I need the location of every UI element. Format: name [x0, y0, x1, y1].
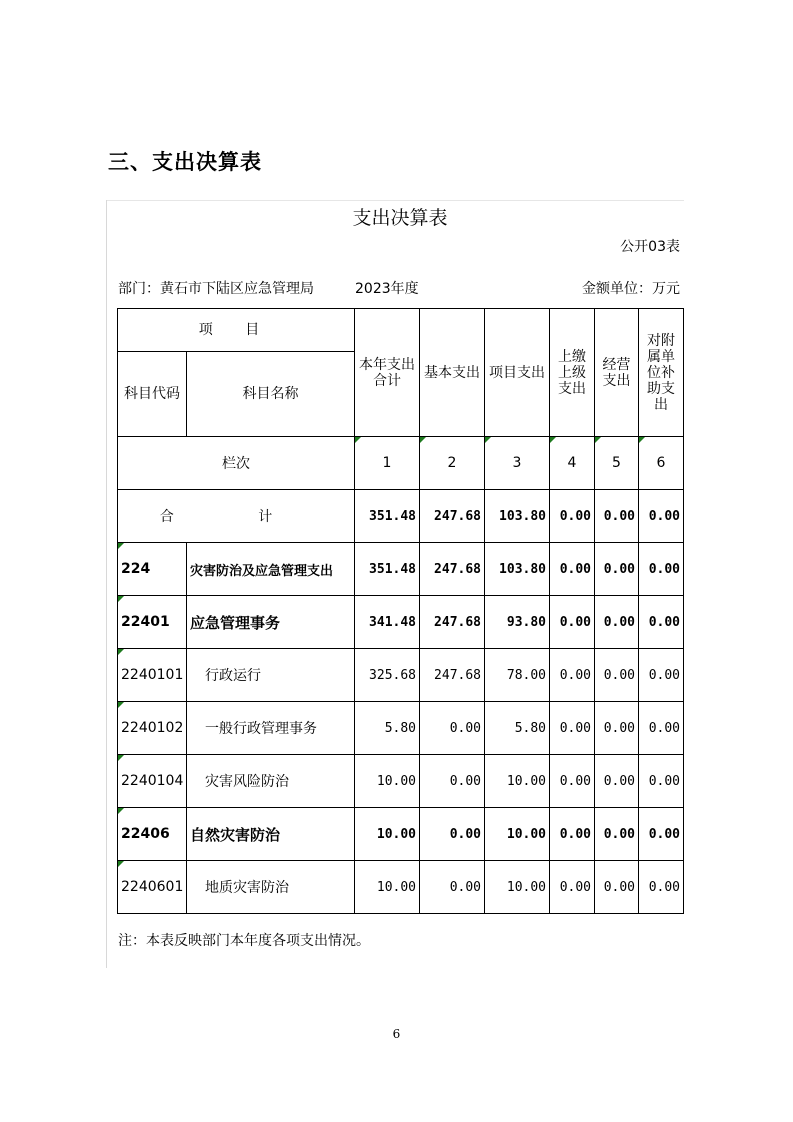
table-row [118, 702, 684, 755]
row-value: 0.00 [639, 702, 684, 755]
table-row [118, 649, 684, 702]
total-value: 0.00 [595, 490, 639, 543]
col-number-row [118, 437, 684, 490]
row-name: 应急管理事务 [187, 596, 355, 649]
row-value: 10.00 [485, 861, 550, 914]
row-value: 103.80 [485, 543, 550, 596]
total-label: 合 计 [118, 490, 355, 543]
header-col-5: 经营支出 [595, 309, 639, 437]
row-name: 行政运行 [187, 649, 355, 702]
col-number: 5 [595, 437, 639, 490]
header-col-6: 对附属单位补助支出 [639, 309, 684, 437]
row-code: 22401 [118, 596, 187, 649]
fiscal-year: 2023年度 [355, 281, 419, 297]
section-heading: 三、支出决算表 [108, 149, 262, 174]
col-number: 3 [485, 437, 550, 490]
row-value: 10.00 [485, 808, 550, 861]
row-value: 0.00 [639, 808, 684, 861]
form-number: 公开03表 [620, 239, 680, 255]
row-value: 10.00 [485, 755, 550, 808]
row-value: 351.48 [355, 543, 420, 596]
col-number: 4 [550, 437, 595, 490]
row-value: 247.68 [420, 596, 485, 649]
row-value: 0.00 [550, 543, 595, 596]
header-col-2: 基本支出 [420, 309, 485, 437]
row-value: 0.00 [550, 755, 595, 808]
row-value: 247.68 [420, 649, 485, 702]
total-value: 0.00 [550, 490, 595, 543]
row-value: 0.00 [595, 861, 639, 914]
row-value: 0.00 [639, 543, 684, 596]
frame-top-border [106, 200, 684, 201]
table-row [118, 755, 684, 808]
row-name: 灾害防治及应急管理支出 [187, 543, 355, 596]
row-name: 灾害风险防治 [187, 755, 355, 808]
col-number: 1 [355, 437, 420, 490]
amount-unit: 金额单位：万元 [582, 281, 680, 297]
row-value: 0.00 [420, 702, 485, 755]
header-item: 项 目 [118, 309, 355, 352]
row-code: 2240101 [118, 649, 187, 702]
department-label: 部门：黄石市下陆区应急管理局 [118, 281, 314, 297]
row-value: 0.00 [550, 596, 595, 649]
table-title: 支出决算表 [352, 207, 448, 229]
header-name: 科目名称 [187, 352, 355, 437]
col-number-label: 栏次 [118, 437, 355, 490]
row-value: 78.00 [485, 649, 550, 702]
table-row [118, 861, 684, 914]
header-code: 科目代码 [118, 352, 187, 437]
row-value: 0.00 [550, 808, 595, 861]
row-value: 93.80 [485, 596, 550, 649]
table-note: 注：本表反映部门本年度各项支出情况。 [118, 933, 370, 949]
frame-left-border [106, 200, 107, 968]
row-value: 10.00 [355, 861, 420, 914]
total-row [118, 490, 684, 543]
row-value: 10.00 [355, 808, 420, 861]
row-code: 224 [118, 543, 187, 596]
expenditure-table [117, 308, 684, 914]
row-value: 10.00 [355, 755, 420, 808]
row-code: 22406 [118, 808, 187, 861]
row-code: 2240104 [118, 755, 187, 808]
row-code: 2240102 [118, 702, 187, 755]
total-value: 103.80 [485, 490, 550, 543]
row-value: 247.68 [420, 543, 485, 596]
col-number: 6 [639, 437, 684, 490]
row-value: 0.00 [595, 702, 639, 755]
row-value: 0.00 [420, 755, 485, 808]
row-value: 5.80 [355, 702, 420, 755]
row-value: 0.00 [595, 543, 639, 596]
row-value: 0.00 [595, 755, 639, 808]
row-name: 一般行政管理事务 [187, 702, 355, 755]
row-value: 0.00 [550, 861, 595, 914]
row-value: 0.00 [420, 808, 485, 861]
total-value: 351.48 [355, 490, 420, 543]
row-value: 0.00 [420, 861, 485, 914]
total-value: 247.68 [420, 490, 485, 543]
row-value: 0.00 [639, 596, 684, 649]
row-value: 0.00 [639, 755, 684, 808]
row-value: 325.68 [355, 649, 420, 702]
row-value: 0.00 [639, 861, 684, 914]
header-col-4: 上缴上级支出 [550, 309, 595, 437]
total-value: 0.00 [639, 490, 684, 543]
table-row [118, 808, 684, 861]
row-value: 0.00 [639, 649, 684, 702]
row-value: 0.00 [595, 649, 639, 702]
row-value: 0.00 [595, 596, 639, 649]
header-col-3: 项目支出 [485, 309, 550, 437]
row-name: 自然灾害防治 [187, 808, 355, 861]
table-row [118, 596, 684, 649]
row-value: 5.80 [485, 702, 550, 755]
row-value: 0.00 [550, 702, 595, 755]
row-code: 2240601 [118, 861, 187, 914]
row-value: 341.48 [355, 596, 420, 649]
row-value: 0.00 [595, 808, 639, 861]
table-row [118, 543, 684, 596]
col-number: 2 [420, 437, 485, 490]
header-col-1: 本年支出合计 [355, 309, 420, 437]
row-name: 地质灾害防治 [187, 861, 355, 914]
page-number: 6 [392, 1027, 401, 1041]
row-value: 0.00 [550, 649, 595, 702]
